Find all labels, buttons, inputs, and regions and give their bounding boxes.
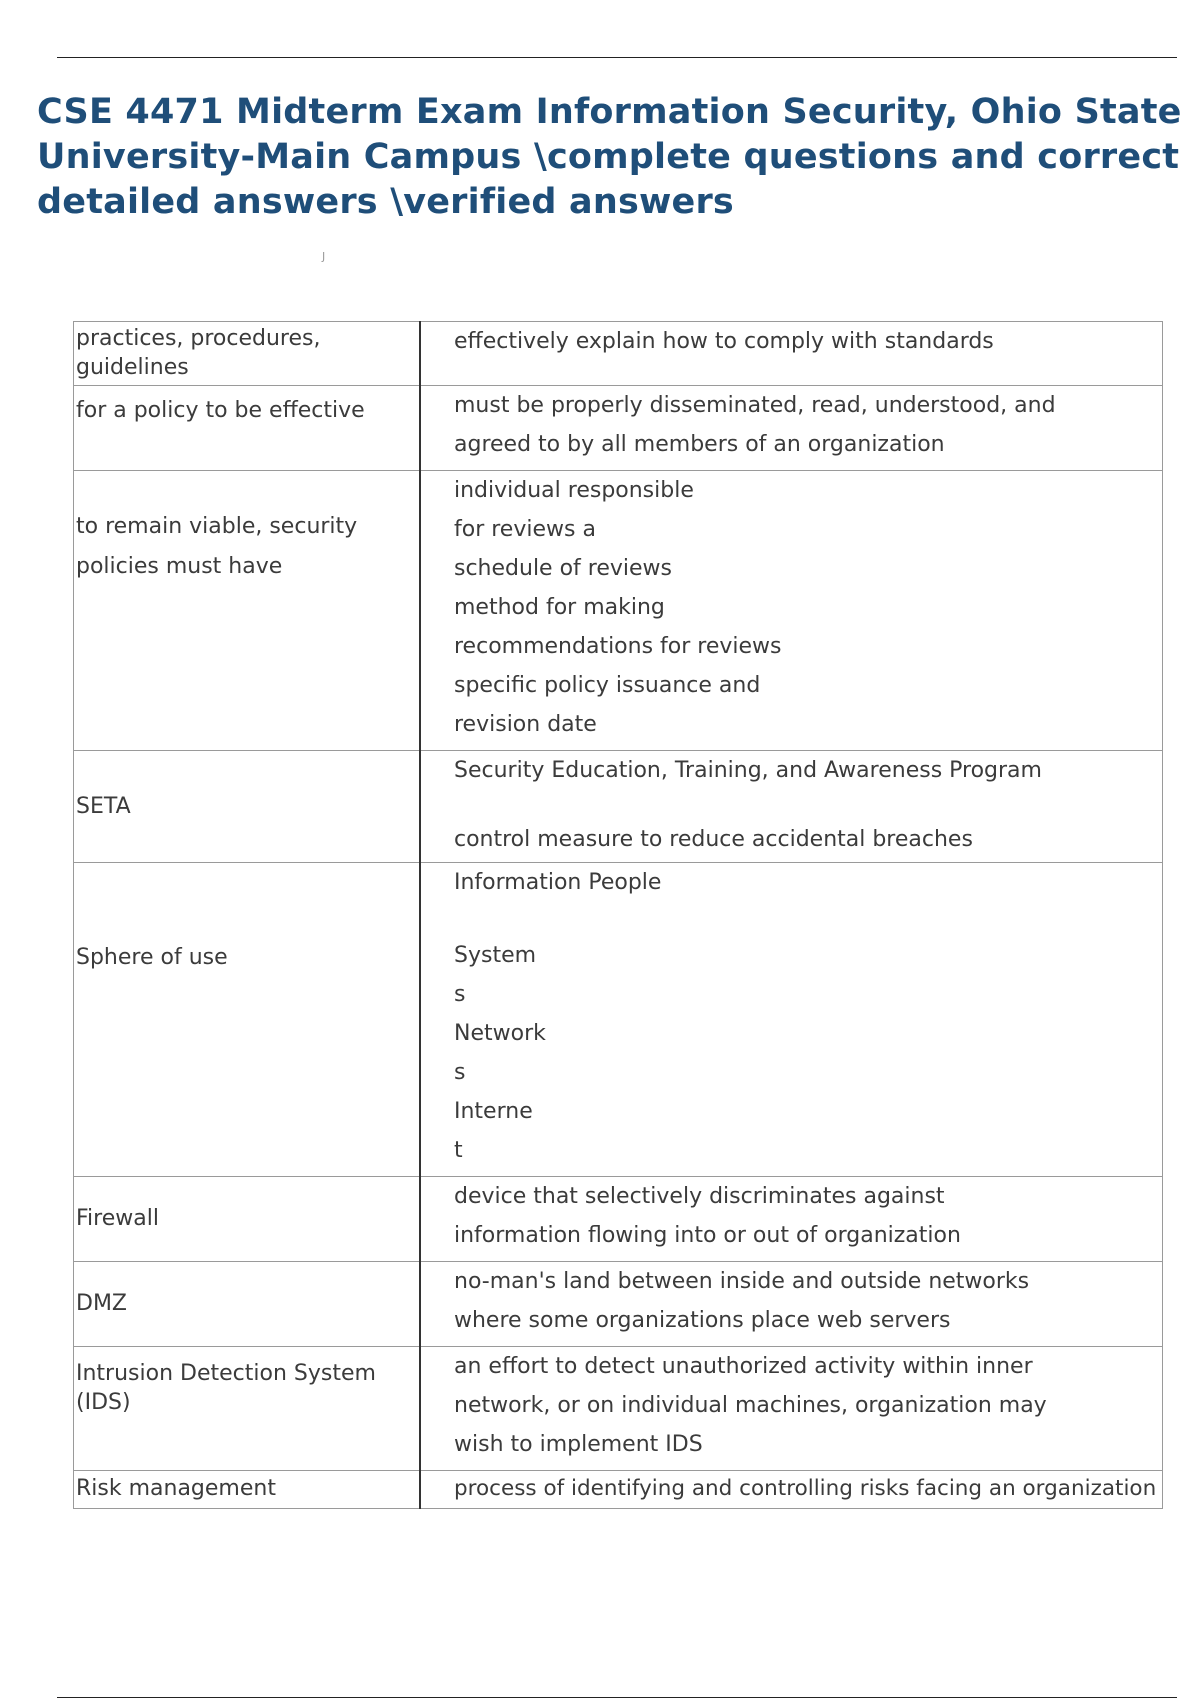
definition-line: must be properly disseminated, read, understood, and xyxy=(454,393,1056,418)
qa-table xyxy=(73,321,1163,1509)
definition-cell xyxy=(420,863,1163,1177)
definition-line: agreed to by all members of an organization xyxy=(454,432,945,457)
definition-cell xyxy=(420,322,1163,386)
term-text: to remain viable, security policies must have xyxy=(76,514,358,579)
definition-line: recommendations for reviews xyxy=(454,634,782,659)
term-cell xyxy=(74,386,421,471)
table-row xyxy=(74,386,1163,471)
term-cell xyxy=(74,1262,421,1347)
stray-mark: J xyxy=(322,250,326,263)
definition-line: schedule of reviews xyxy=(454,556,673,581)
term-text: DMZ xyxy=(76,1291,127,1316)
table-row xyxy=(74,1177,1163,1262)
term-cell xyxy=(74,751,421,863)
table-row xyxy=(74,1347,1163,1471)
term-text: Intrusion Detection System (IDS) xyxy=(76,1361,376,1415)
definition-line: System xyxy=(454,943,537,968)
definition-cell xyxy=(420,1471,1163,1509)
definition-line: control measure to reduce accidental breaches xyxy=(454,827,973,852)
bottom-divider xyxy=(57,1697,1177,1698)
definition-line: revision date xyxy=(454,712,597,737)
definition-line: device that selectively discriminates against xyxy=(454,1184,945,1209)
top-divider xyxy=(57,57,1177,58)
definition-line: information flowing into or out of organization xyxy=(454,1223,961,1248)
definition-line: Security Education, Training, and Awareness Program xyxy=(454,758,1042,783)
definition-line: Network xyxy=(454,1021,546,1046)
term-cell xyxy=(74,1347,421,1471)
definition-line: Information People xyxy=(454,870,662,895)
definition-line: process of identifying and controlling risks facing an organization xyxy=(454,1476,1157,1501)
definition-line: Interne xyxy=(454,1099,533,1124)
definition-line: specific policy issuance and xyxy=(454,673,761,698)
definition-cell xyxy=(420,471,1163,751)
table-row xyxy=(74,1262,1163,1347)
definition-line: no-man's land between inside and outside networks xyxy=(454,1269,1030,1294)
definition-line: for reviews a xyxy=(454,517,596,542)
definition-line: effectively explain how to comply with standards xyxy=(454,329,994,354)
definition-line: where some organizations place web servers xyxy=(454,1308,951,1333)
table-row xyxy=(74,863,1163,1177)
term-cell xyxy=(74,1471,421,1509)
line-gap xyxy=(454,790,1154,824)
line-gap xyxy=(454,902,1154,936)
table-row xyxy=(74,322,1163,386)
term-cell xyxy=(74,1177,421,1262)
term-text: Firewall xyxy=(76,1206,159,1231)
definition-line: s xyxy=(454,982,466,1007)
term-text: Sphere of use xyxy=(76,945,228,970)
term-text: practices, procedures, guidelines xyxy=(76,326,321,380)
definition-line: t xyxy=(454,1138,463,1163)
definition-line: network, or on individual machines, organization may xyxy=(454,1393,1047,1418)
definition-cell xyxy=(420,1262,1163,1347)
definition-line: s xyxy=(454,1060,466,1085)
term-cell xyxy=(74,471,421,751)
definition-line: an effort to detect unauthorized activity within inner xyxy=(454,1354,1033,1379)
definition-cell xyxy=(420,1347,1163,1471)
definition-cell xyxy=(420,751,1163,863)
definition-line: individual responsible xyxy=(454,478,694,503)
definition-line: wish to implement IDS xyxy=(454,1432,703,1457)
table-row xyxy=(74,1471,1163,1509)
definition-cell xyxy=(420,1177,1163,1262)
term-text: for a policy to be effective xyxy=(76,398,365,423)
definition-line: method for making xyxy=(454,595,665,620)
term-text: Risk management xyxy=(76,1476,276,1501)
term-cell xyxy=(74,322,421,386)
document-title: CSE 4471 Midterm Exam Information Security, Ohio State University-Main Campus \complete questions and correct detailed answers \verified answers xyxy=(37,92,1182,222)
term-cell xyxy=(74,863,421,1177)
table-row xyxy=(74,471,1163,751)
table-row xyxy=(74,751,1163,863)
term-text: SETA xyxy=(76,793,131,819)
definition-cell xyxy=(420,386,1163,471)
